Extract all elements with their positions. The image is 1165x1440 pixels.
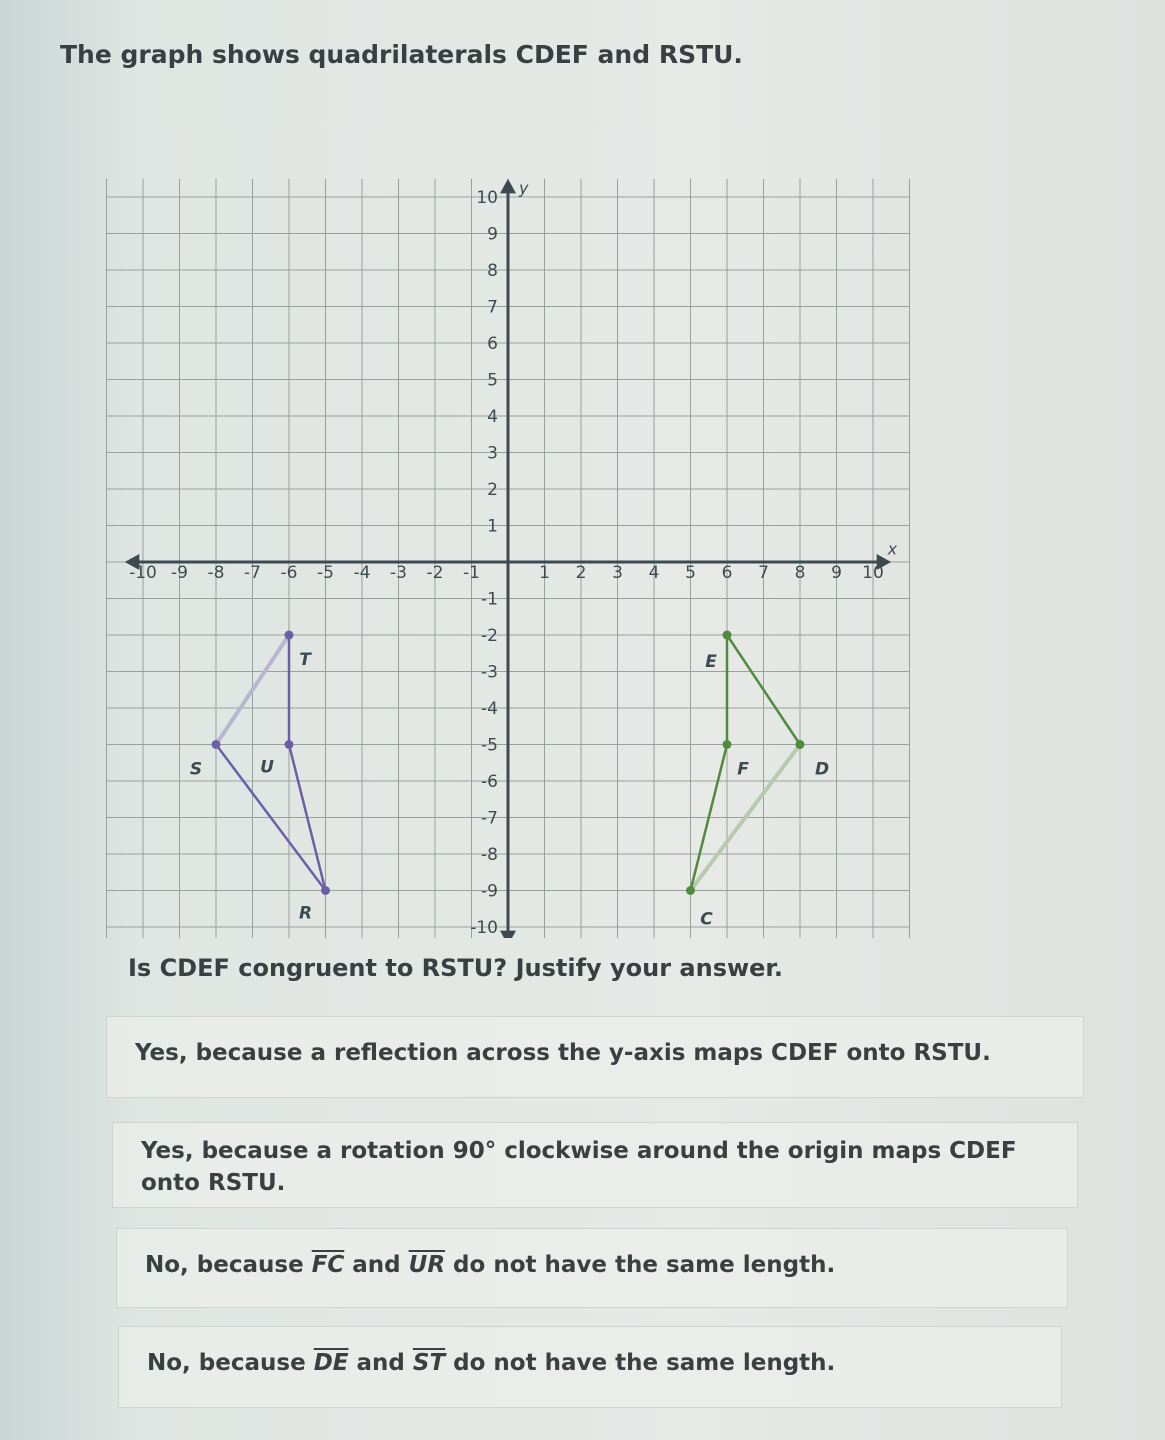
y-tick-label: 3 [487,443,498,464]
vertex-r [321,886,330,895]
x-tick-label: -2 [426,563,444,583]
x-axis-label: x [887,539,898,559]
choice-mid: and [348,1350,413,1376]
y-tick-label: -2 [481,626,498,646]
segment-ur: $\overline{UR}$ [408,1252,446,1278]
vertex-s [212,740,221,749]
choice-suffix: do not have the same length. [445,1350,836,1376]
axes [125,178,898,938]
y-tick-label: -3 [481,662,498,683]
x-tick-label: 8 [794,563,806,583]
y-tick-label: -9 [481,881,498,902]
prompt-text: The graph shows quadrilaterals CDEF and RSTU. [60,40,743,69]
x-tick-label: -7 [244,563,261,583]
y-tick-label: 4 [487,407,498,427]
vertex-label-s: S [189,759,203,780]
vertex-label-u: U [260,757,274,778]
x-tick-label: 5 [685,563,696,583]
x-tick-label: 1 [539,563,550,583]
y-tick-label: 5 [487,370,498,391]
y-tick-label: -1 [481,589,498,610]
vertex-e [723,631,732,640]
y-axis-arrow-down [500,931,516,938]
choice-text: Yes, because a rotation 90° clockwise around the origin maps CDEF onto RSTU. [141,1138,1017,1196]
vertex-d [796,740,805,749]
x-tick-label: -10 [129,563,157,583]
choice-prefix: No, because [145,1252,312,1278]
x-tick-label: -8 [207,563,225,583]
vertex-f [723,740,732,749]
y-tick-label: -7 [481,808,498,829]
y-tick-label: 10 [476,188,498,208]
x-tick-label: -1 [463,563,480,583]
x-tick-label: 9 [831,563,842,583]
x-tick-label: -6 [280,563,298,583]
vertex-c [686,886,695,895]
y-tick-label: -4 [481,699,498,719]
vertex-label-d: D [814,759,830,780]
vertex-u [285,740,294,749]
y-tick-label: 9 [487,224,498,245]
choice-reflection[interactable] [106,1016,1084,1098]
vertex-label-f: F [737,759,749,780]
vertex-label-t: T [299,650,311,670]
x-tick-label: 10 [862,563,884,583]
x-tick-label: 2 [575,563,587,583]
vertex-label-r: R [298,903,313,924]
vertex-t [285,631,294,640]
choice-text: Yes, because a reflection across the y-axis maps CDEF onto RSTU. [135,1040,991,1066]
y-tick-label: -6 [481,772,498,792]
x-tick-label: -9 [171,563,188,583]
choice-fc-ur-length[interactable] [116,1228,1068,1308]
y-tick-label: -8 [481,845,498,865]
question-text: Is CDEF congruent to RSTU? Justify your answer. [128,954,783,982]
y-axis-label: y [518,178,529,198]
x-tick-label: -5 [317,563,334,583]
x-tick-label: 4 [648,563,660,583]
segment-fc: $\overline{FC}$ [311,1252,345,1278]
choice-prefix: No, because [147,1350,314,1376]
x-tick-label: 7 [758,563,769,583]
y-tick-label: -5 [481,735,498,756]
choice-rotation[interactable] [112,1122,1078,1208]
segment-de: $\overline{DE}$ [313,1350,349,1376]
vertex-label-c: C [700,909,713,930]
y-tick-label: -10 [470,918,498,938]
choice-de-st-length[interactable] [118,1326,1062,1408]
coordinate-graph [100,108,920,938]
choice-suffix: do not have the same length. [445,1252,836,1278]
y-axis-arrow-up [500,179,516,194]
vertex-label-e: E [705,652,717,672]
x-tick-label: -3 [390,563,407,583]
y-tick-label: 8 [487,261,498,281]
x-tick-label: 6 [721,563,733,583]
x-tick-label: 3 [612,563,623,583]
y-tick-label: 7 [487,297,498,318]
y-tick-label: 6 [487,334,498,354]
choice-mid: and [344,1252,409,1278]
x-tick-label: -4 [353,563,371,583]
y-tick-label: 2 [487,480,498,500]
y-tick-label: 1 [487,516,498,537]
segment-st: $\overline{ST}$ [412,1350,446,1376]
